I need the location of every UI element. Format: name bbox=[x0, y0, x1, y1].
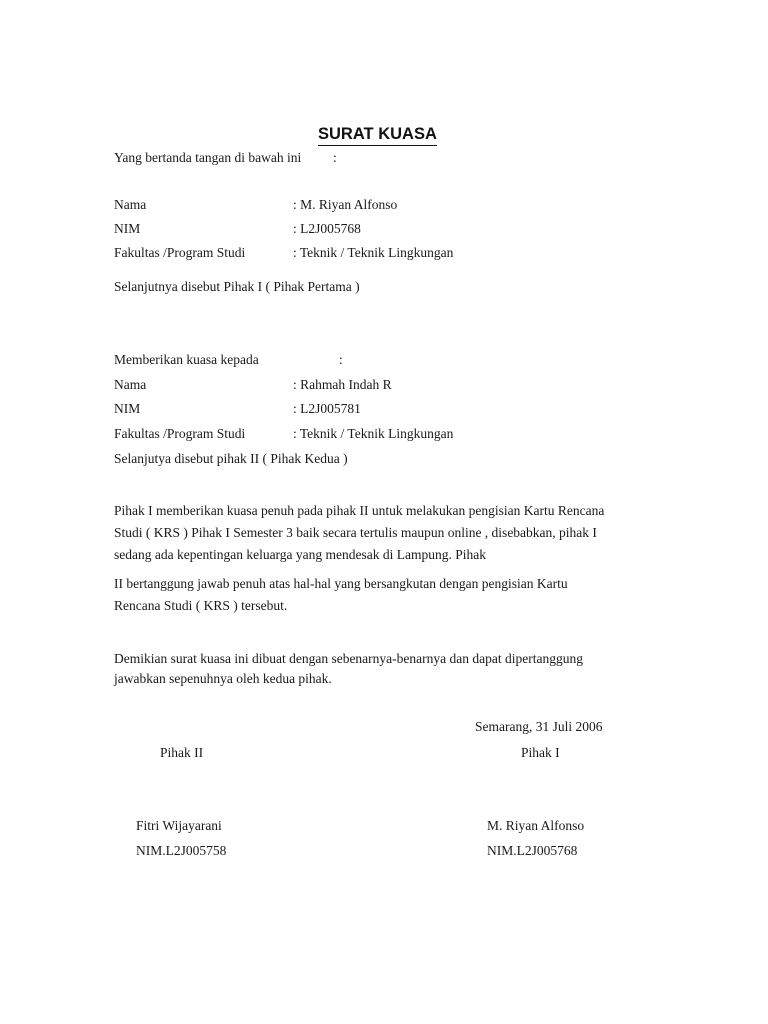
pihak2-nama-label: Nama bbox=[114, 377, 147, 392]
kuasa-label: Memberikan kuasa kepada bbox=[114, 352, 259, 367]
pihak1-nim-label: NIM bbox=[114, 221, 141, 236]
pihak2-nim-value: : L2J005781 bbox=[293, 401, 361, 416]
signature-right-role: Pihak I bbox=[521, 745, 560, 760]
place-date: Semarang, 31 Juli 2006 bbox=[475, 719, 603, 734]
pihak2-fakultas-value: : Teknik / Teknik Lingkungan bbox=[293, 426, 454, 441]
signature-right-name: M. Riyan Alfonso bbox=[487, 818, 585, 833]
pihak2-nim-label: NIM bbox=[114, 401, 141, 416]
pihak2-nama-value: : Rahmah Indah R bbox=[293, 377, 392, 392]
intro-text: Yang bertanda tangan di bawah ini bbox=[114, 150, 302, 165]
intro-colon: : bbox=[333, 150, 337, 165]
signature-left-role: Pihak II bbox=[160, 745, 204, 760]
signature-right-nim: NIM.L2J005768 bbox=[487, 843, 578, 858]
body-line-3: sedang ada kepentingan keluarga yang mendesak di Lampung. Pihak bbox=[114, 547, 487, 562]
body-line-2: Studi ( KRS ) Pihak I Semester 3 baik secara tertulis maupun online , disebabkan, pihak I bbox=[114, 525, 597, 540]
pihak1-disebut: Selanjutnya disebut Pihak I ( Pihak Pertama ) bbox=[114, 279, 360, 294]
signature-left-name: Fitri Wijayarani bbox=[136, 818, 222, 833]
pihak2-fakultas-label: Fakultas /Program Studi bbox=[114, 426, 246, 441]
body-line-1: Pihak I memberikan kuasa penuh pada pihak II untuk melakukan pengisian Kartu Rencana bbox=[114, 503, 605, 518]
signature-left-nim: NIM.L2J005758 bbox=[136, 843, 227, 858]
pihak1-fakultas-label: Fakultas /Program Studi bbox=[114, 245, 246, 260]
pihak1-nama-label: Nama bbox=[114, 197, 147, 212]
pihak1-fakultas-value: : Teknik / Teknik Lingkungan bbox=[293, 245, 454, 260]
body-line-4: II bertanggung jawab penuh atas hal-hal yang bersangkutan dengan pengisian Kartu bbox=[114, 576, 568, 591]
document-title: SURAT KUASA bbox=[318, 124, 437, 146]
closing-line-2: jawabkan sepenuhnya oleh kedua pihak. bbox=[114, 671, 332, 686]
closing-line-1: Demikian surat kuasa ini dibuat dengan sebenarnya-benarnya dan dapat dipertanggung bbox=[114, 651, 583, 666]
pihak1-nama-value: : M. Riyan Alfonso bbox=[293, 197, 398, 212]
pihak2-disebut: Selanjutya disebut pihak II ( Pihak Kedua ) bbox=[114, 451, 348, 466]
pihak1-nim-value: : L2J005768 bbox=[293, 221, 361, 236]
kuasa-colon: : bbox=[339, 352, 343, 367]
body-line-5: Rencana Studi ( KRS ) tersebut. bbox=[114, 598, 288, 613]
